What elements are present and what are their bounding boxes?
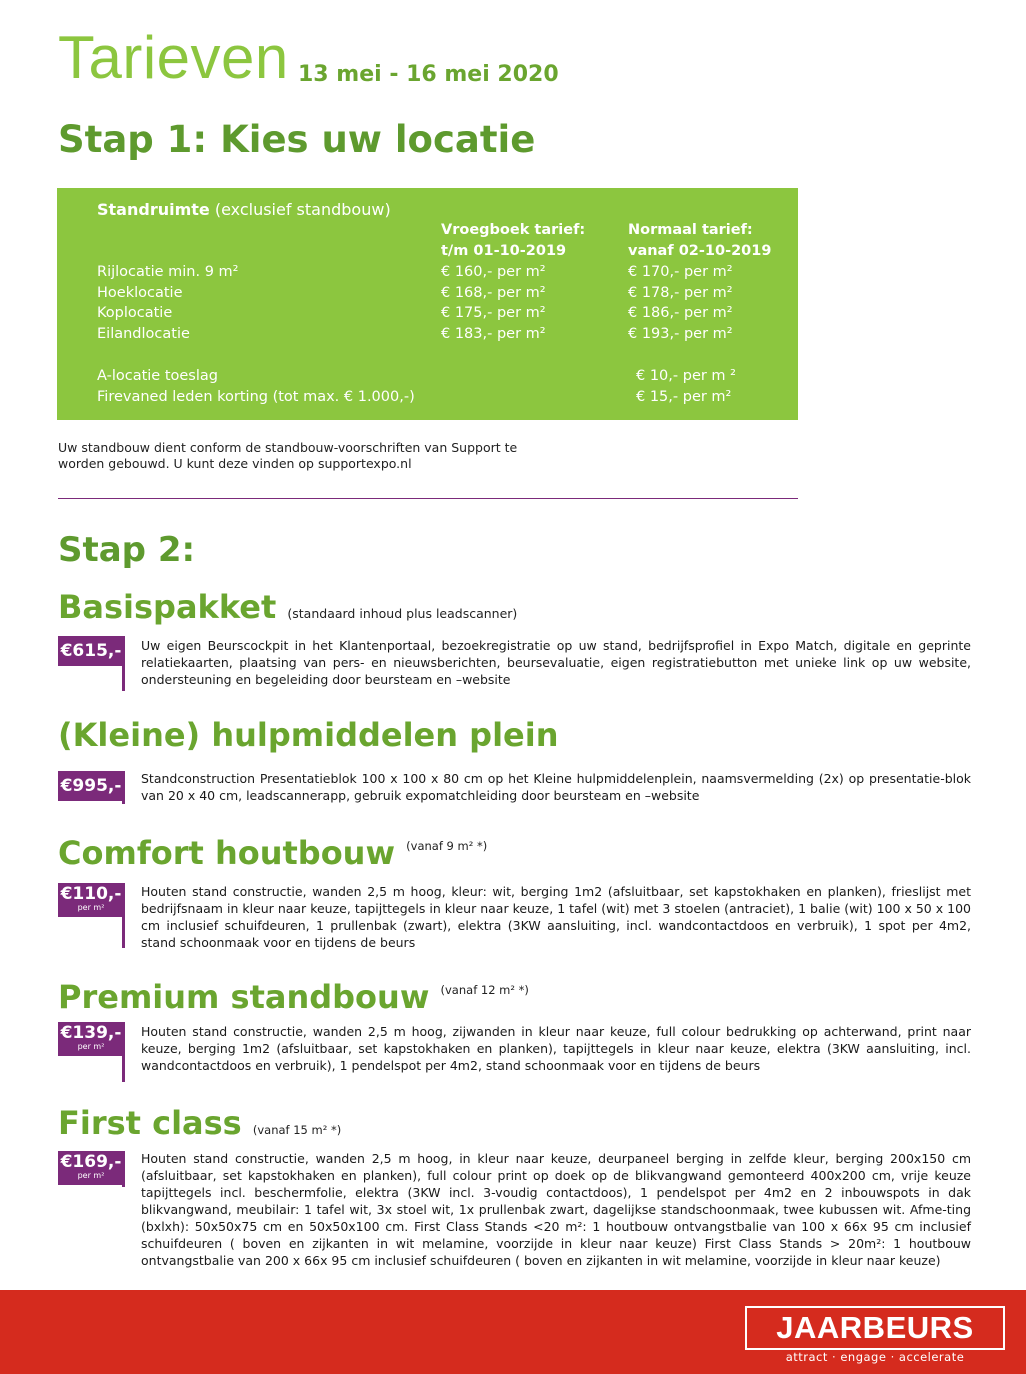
row-normal-price: € 178,- per m² (628, 285, 733, 301)
price-tag-bar (122, 1151, 125, 1187)
event-dates: 13 mei - 16 mei 2020 (298, 62, 559, 87)
price-tag-unit: per m² (77, 1042, 105, 1051)
logo-tagline: attract · engage · accelerate (785, 1350, 965, 1364)
early-rate-header-1: Vroegboek tarief: (441, 222, 586, 238)
package-description: Houten stand constructie, wanden 2,5 m hoog, kleur: wit, berging 1m2 (afsluitbaar, set kapstokhaken en planken), frieslijst met bedrijfsnaam in kleur naar keuze, tapijttegels in kleur naar keuze, 1 tafel (wit) met 3 stoelen (antraciet), 1 balie (wit) 100 x 50 x 100 cm inclusief schuifdeuren, 1 prullenbak (zwart), elektra (3KW aansluiting, incl. wandcontactdoos en verbruik), 1 spot per 4m2, stand schoonmaak voor en tijdens de beurs (141, 884, 971, 950)
row-label: Koplocatie (97, 305, 173, 321)
price-tag-bar (122, 771, 125, 804)
package-subtitle: (vanaf 9 m² *) (406, 839, 488, 853)
standbouw-note (58, 440, 517, 472)
row-early-price: € 160,- per m² (441, 264, 546, 280)
price-tag-bar (122, 1022, 125, 1082)
note-line: Uw standbouw dient conform de standbouw-voorschriften van Support te (58, 440, 518, 455)
package-subtitle: (standaard inhoud plus leadscanner) (287, 606, 518, 621)
package-description: Houten stand constructie, wanden 2,5 m hoog, zijwanden in kleur naar keuze, full colour bedrukking op achterwand, print naar keuze, berging 1m2 (afsluitbaar, set kapstokhaken en planken), tapijttegels in kleur naar keuze, elektra (3KW aansluiting, incl. wandcontactdoos en verbruik), 1 pendelspot per 4m2, stand schoonmaak voor en tijdens de beurs (141, 1024, 971, 1073)
price-table-heading-rest: (exclusief standbouw) (209, 200, 391, 219)
price-table-heading (97, 200, 391, 219)
extra-label: Firevaned leden korting (tot max. € 1.000,-) (97, 389, 415, 405)
package-title (58, 588, 517, 626)
row-label: Eilandlocatie (97, 326, 190, 342)
price-tag-bar (122, 636, 125, 691)
package-title-text: (Kleine) hulpmiddelen plein (58, 716, 559, 754)
row-early-price: € 175,- per m² (441, 305, 546, 321)
package-subtitle: (vanaf 15 m² *) (252, 1123, 342, 1137)
jaarbeurs-logo: JAARBEURS (745, 1306, 1005, 1350)
package-description: Standconstruction Presentatieblok 100 x 100 x 80 cm op het Kleine hulpmiddelenplein, naamsvermelding (2x) op presentatie-blok van 20 x 40 cm, leadscannerapp, gebruik expomatchleiding door beursteam en –website (141, 771, 971, 803)
package-description: Uw eigen Beurscockpit in het Klantenportaal, bezoekregistratie op uw stand, bedrijfsprofiel in Expo Match, digitale en geprinte relatiekaarten, plaatsing van pers- en nieuwsberichten, beursevaluatie, eigen registratiebutton met unieke link op uw website, ondersteuning en begeleiding door beursteam en –website (141, 638, 971, 687)
price-tag-bar (122, 883, 125, 948)
step-2-heading: Stap 2: (58, 530, 196, 570)
price-tag (58, 1022, 124, 1056)
price-tag-amount: €139,- (60, 1023, 122, 1043)
row-label: Hoeklocatie (97, 285, 183, 301)
package-title-text: Basispakket (58, 588, 277, 626)
note-line: worden gebouwd. U kunt deze vinden op supportexpo.nl (58, 456, 412, 471)
normal-rate-header-2: vanaf 02-10-2019 (628, 243, 772, 259)
price-tag: €995,- (58, 771, 124, 801)
price-tag-amount: €169,- (60, 1152, 122, 1172)
package-title-text: Premium standbouw (58, 978, 430, 1016)
row-normal-price: € 186,- per m² (628, 305, 733, 321)
row-label: Rijlocatie min. 9 m² (97, 264, 239, 280)
price-tag: €615,- (58, 636, 124, 666)
normal-rate-header-1: Normaal tarief: (628, 222, 753, 238)
section-divider (58, 498, 798, 499)
package-title (58, 834, 487, 872)
row-normal-price: € 193,- per m² (628, 326, 733, 342)
extra-label: A-locatie toeslag (97, 368, 218, 384)
early-rate-header-2: t/m 01-10-2019 (441, 243, 567, 259)
location-price-table (57, 188, 798, 420)
extra-price: € 10,- per m ² (636, 368, 736, 384)
package-title (58, 978, 529, 1016)
package-title-text: First class (58, 1104, 242, 1142)
package-description: Houten stand constructie, wanden 2,5 m hoog, in kleur naar keuze, deurpaneel berging in zelfde kleur, berging 200x150 cm (afsluitbaar, set kapstokhaken en planken), full colour print op doek op de blikvangwand gemonteerd 400x200 cm, vrije keuze tapijttegels incl. beschermfolie, elektra (3KW incl. 3-voudig contactdoos), 1 pendelspot per 4m2 en 2 inbouwspots in dak blikvangwand, meubilair: 1 tafel wit, 3x stoel wit, 1x prullenbak zwart, dagelijkse standschoonmaak, twee kubussen wit. Afme-ting (bxlxh): 50x50x75 cm en 50x50x100 cm. First Class Stands <20 m²: 1 houtbouw ontvangstbalie van 100 x 66x 95 cm inclusief schuifdeuren ( boven en zijkanten in wit melamine, voorzijde in kleur naar keuze) First Class Stands > 20m²: 1 houtbouw ontvangstbalie van 200 x 66x 95 cm inclusief schuifdeuren ( boven en zijkanten in wit melamine, voorzijde in kleur naar keuze) (141, 1151, 971, 1268)
price-table-heading-bold: Standruimte (97, 200, 210, 219)
package-title (58, 1104, 341, 1142)
price-tag-unit: per m² (77, 903, 105, 912)
price-tag (58, 883, 124, 917)
extra-price: € 15,- per m² (636, 389, 732, 405)
package-title-text: Comfort houtbouw (58, 834, 396, 872)
row-normal-price: € 170,- per m² (628, 264, 733, 280)
price-tag (58, 1151, 124, 1185)
step-1-heading: Stap 1: Kies uw locatie (58, 118, 536, 161)
price-tag-amount: €110,- (60, 884, 122, 904)
row-early-price: € 183,- per m² (441, 326, 546, 342)
package-title (58, 716, 559, 754)
package-subtitle: (vanaf 12 m² *) (440, 983, 529, 997)
price-tag-unit: per m² (77, 1171, 105, 1180)
row-early-price: € 168,- per m² (441, 285, 546, 301)
page-title: Tarieven (58, 24, 289, 91)
